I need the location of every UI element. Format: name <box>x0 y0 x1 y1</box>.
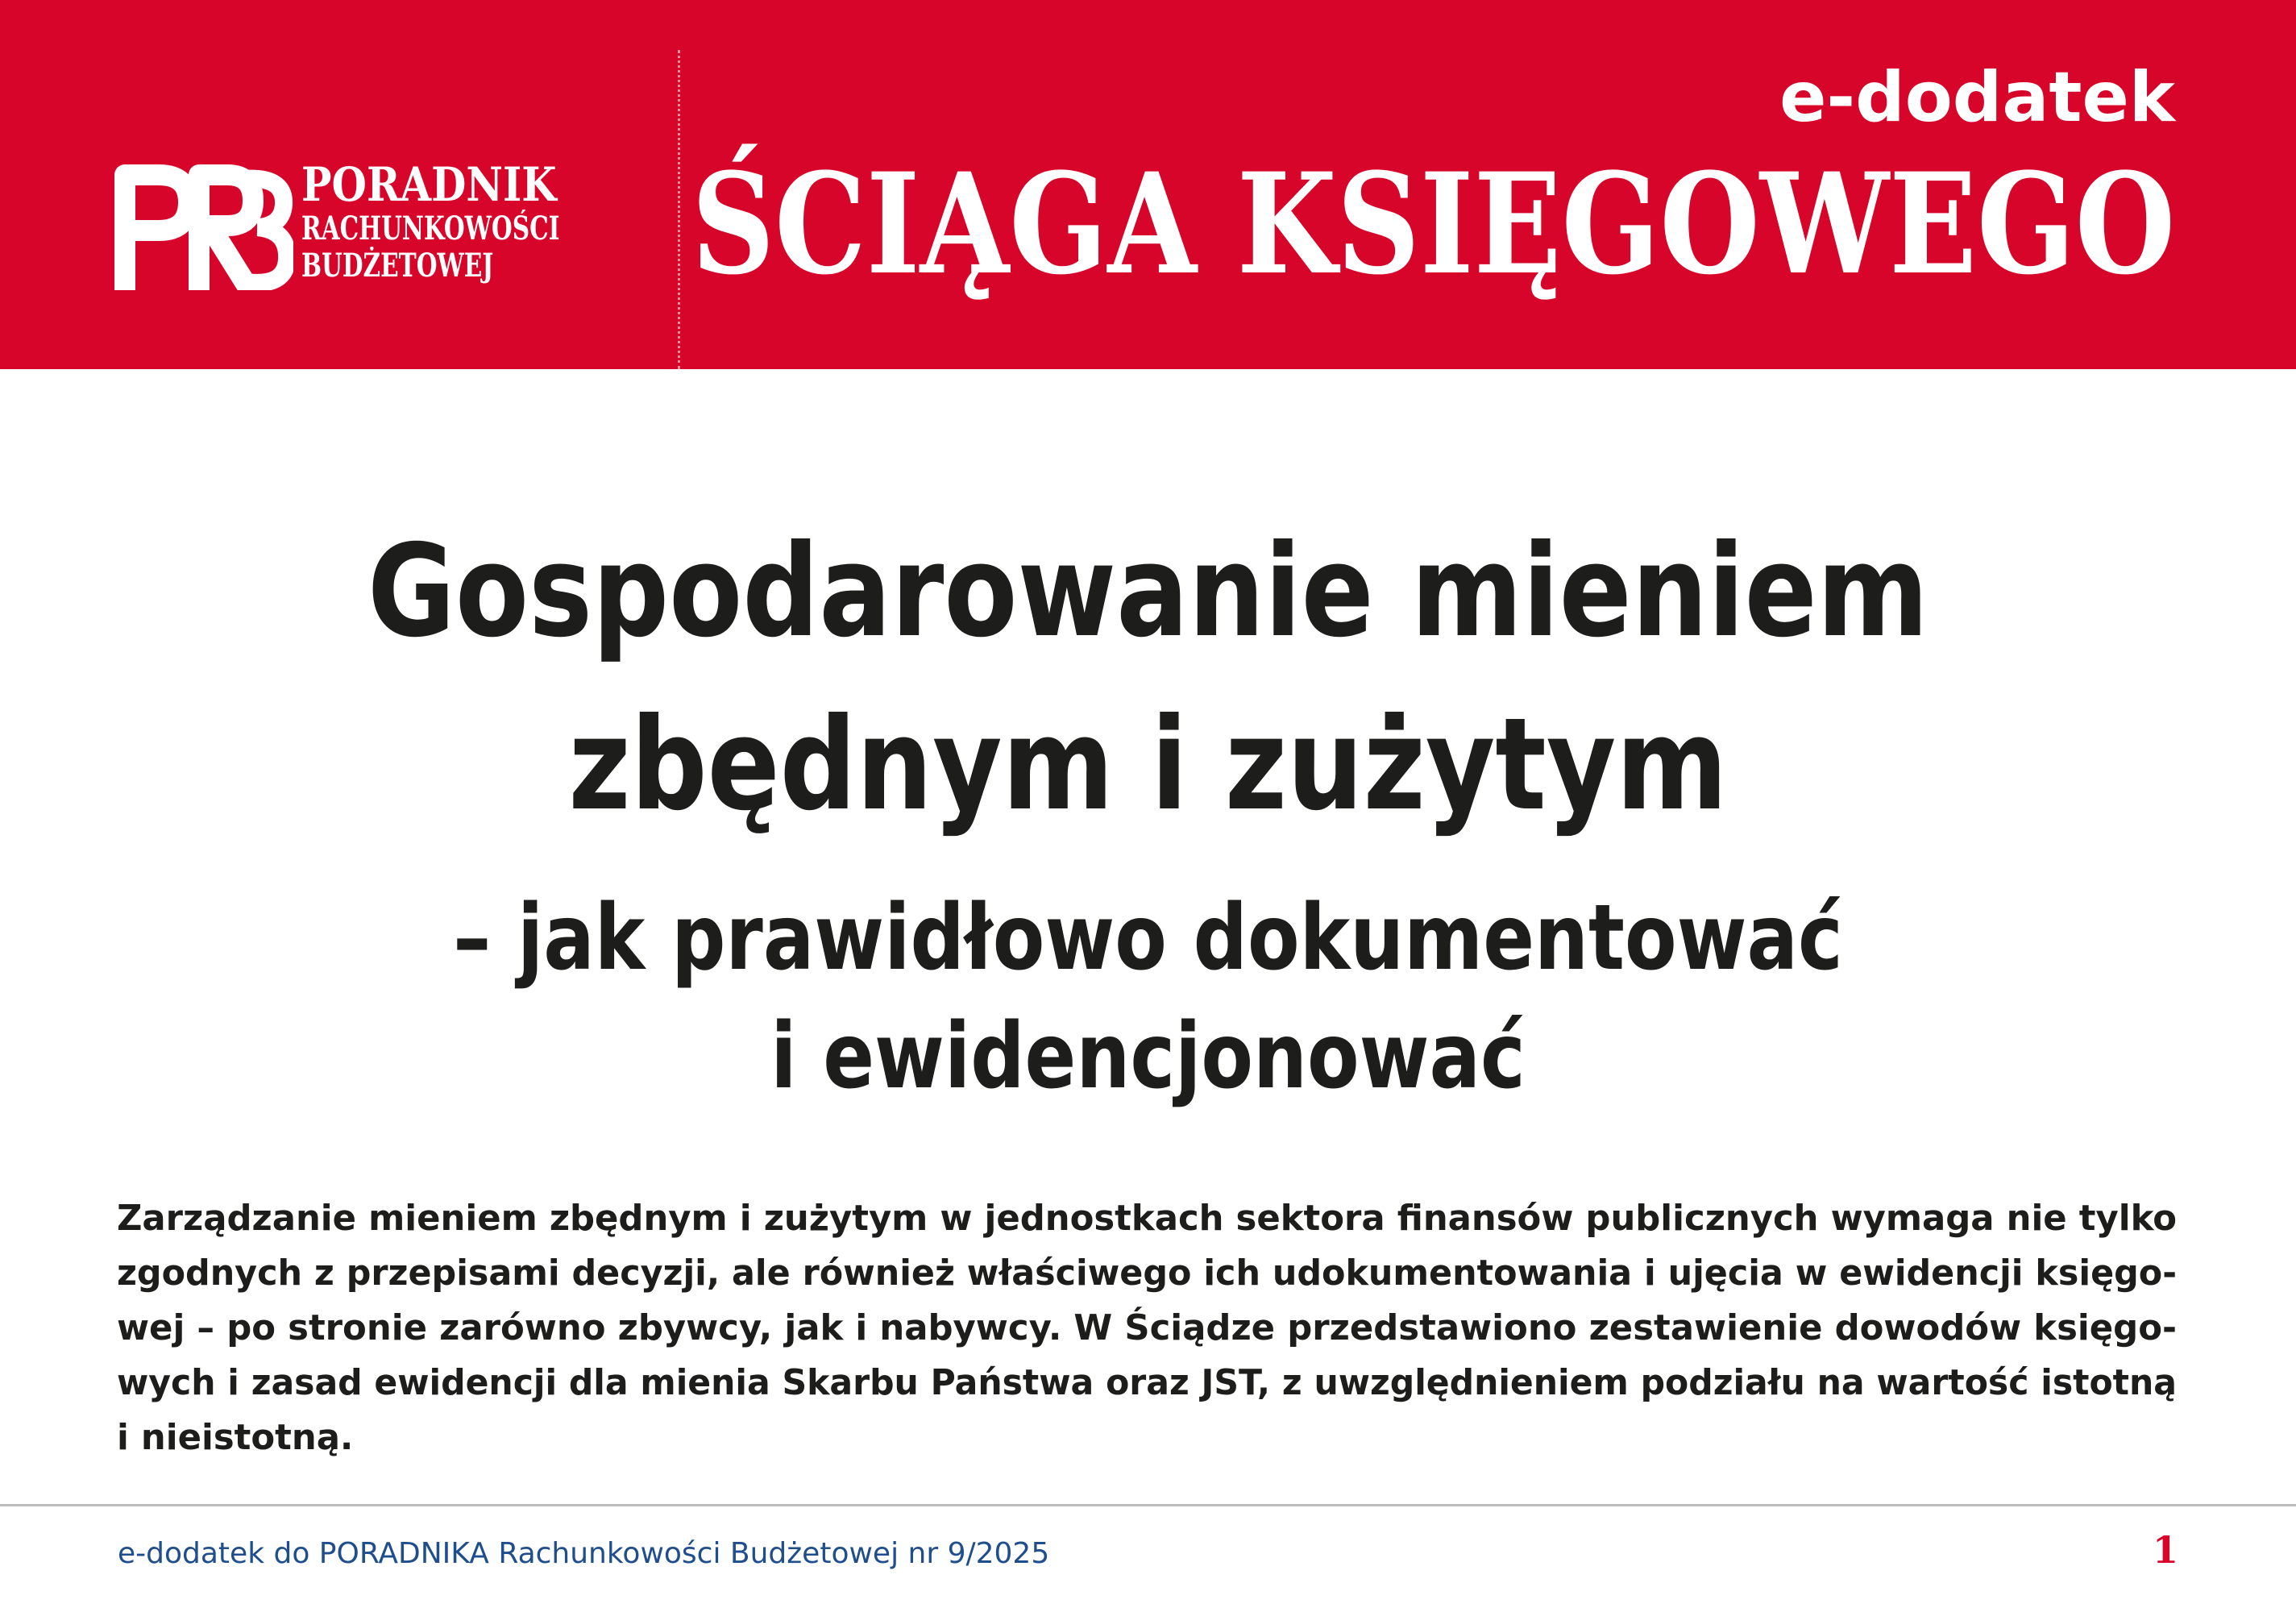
lead-line: zgodnych z przepisami decyzji, ale również właściwego ich udokumentowania i ujęcia w ewidencji księgo- <box>117 1253 2177 1294</box>
lead-line: i nieistotną. <box>117 1417 354 1458</box>
footer-divider <box>0 1504 2296 1506</box>
lead-line: wych i zasad ewidencji dla mienia Skarbu Państwa oraz JST, z uwzględnieniem podziału na wartość istotną <box>117 1362 2177 1403</box>
article-subtitle-line-2: i ewidencjonować <box>770 1004 1526 1109</box>
page-number: 1 <box>2152 1528 2178 1572</box>
article-title-line-1: Gospodarowanie mieniem <box>367 517 1929 666</box>
logo-wordmark <box>301 157 650 285</box>
lead-paragraph <box>117 1191 2177 1465</box>
publication-title: ŚCIĄGA KSIĘGOWEGO <box>691 142 2175 305</box>
lead-line: Zarządzanie mieniem zbędnym i zużytym w jednostkach sektora finansów publicznych wymaga nie tylko <box>117 1198 2177 1239</box>
lead-line: wej – po stronie zarówno zbywcy, jak i nabywcy. W Ściądze przedstawiono zestawienie dowodów księgo- <box>117 1307 2177 1348</box>
prb-logo-icon <box>114 164 293 290</box>
header-banner <box>0 0 2296 369</box>
header-divider <box>678 50 680 369</box>
logo-line-budzetowej: BUDŻETOWEJ <box>301 247 494 285</box>
footer-publication-info: e-dodatek do PORADNIKA Rachunkowości Budżetowej nr 9/2025 <box>118 1537 1050 1570</box>
supplement-label: e-dodatek <box>1779 57 2175 138</box>
logo-line-rachunkowosci: RACHUNKOWOŚCI <box>301 210 560 247</box>
logo-line-poradnik: PORADNIK <box>301 157 557 212</box>
prb-logo <box>114 157 582 298</box>
article-title-line-2: zbędnym i zużytym <box>568 691 1728 839</box>
article-subtitle-line-1: – jak prawidłowo dokumentować <box>453 886 1843 991</box>
